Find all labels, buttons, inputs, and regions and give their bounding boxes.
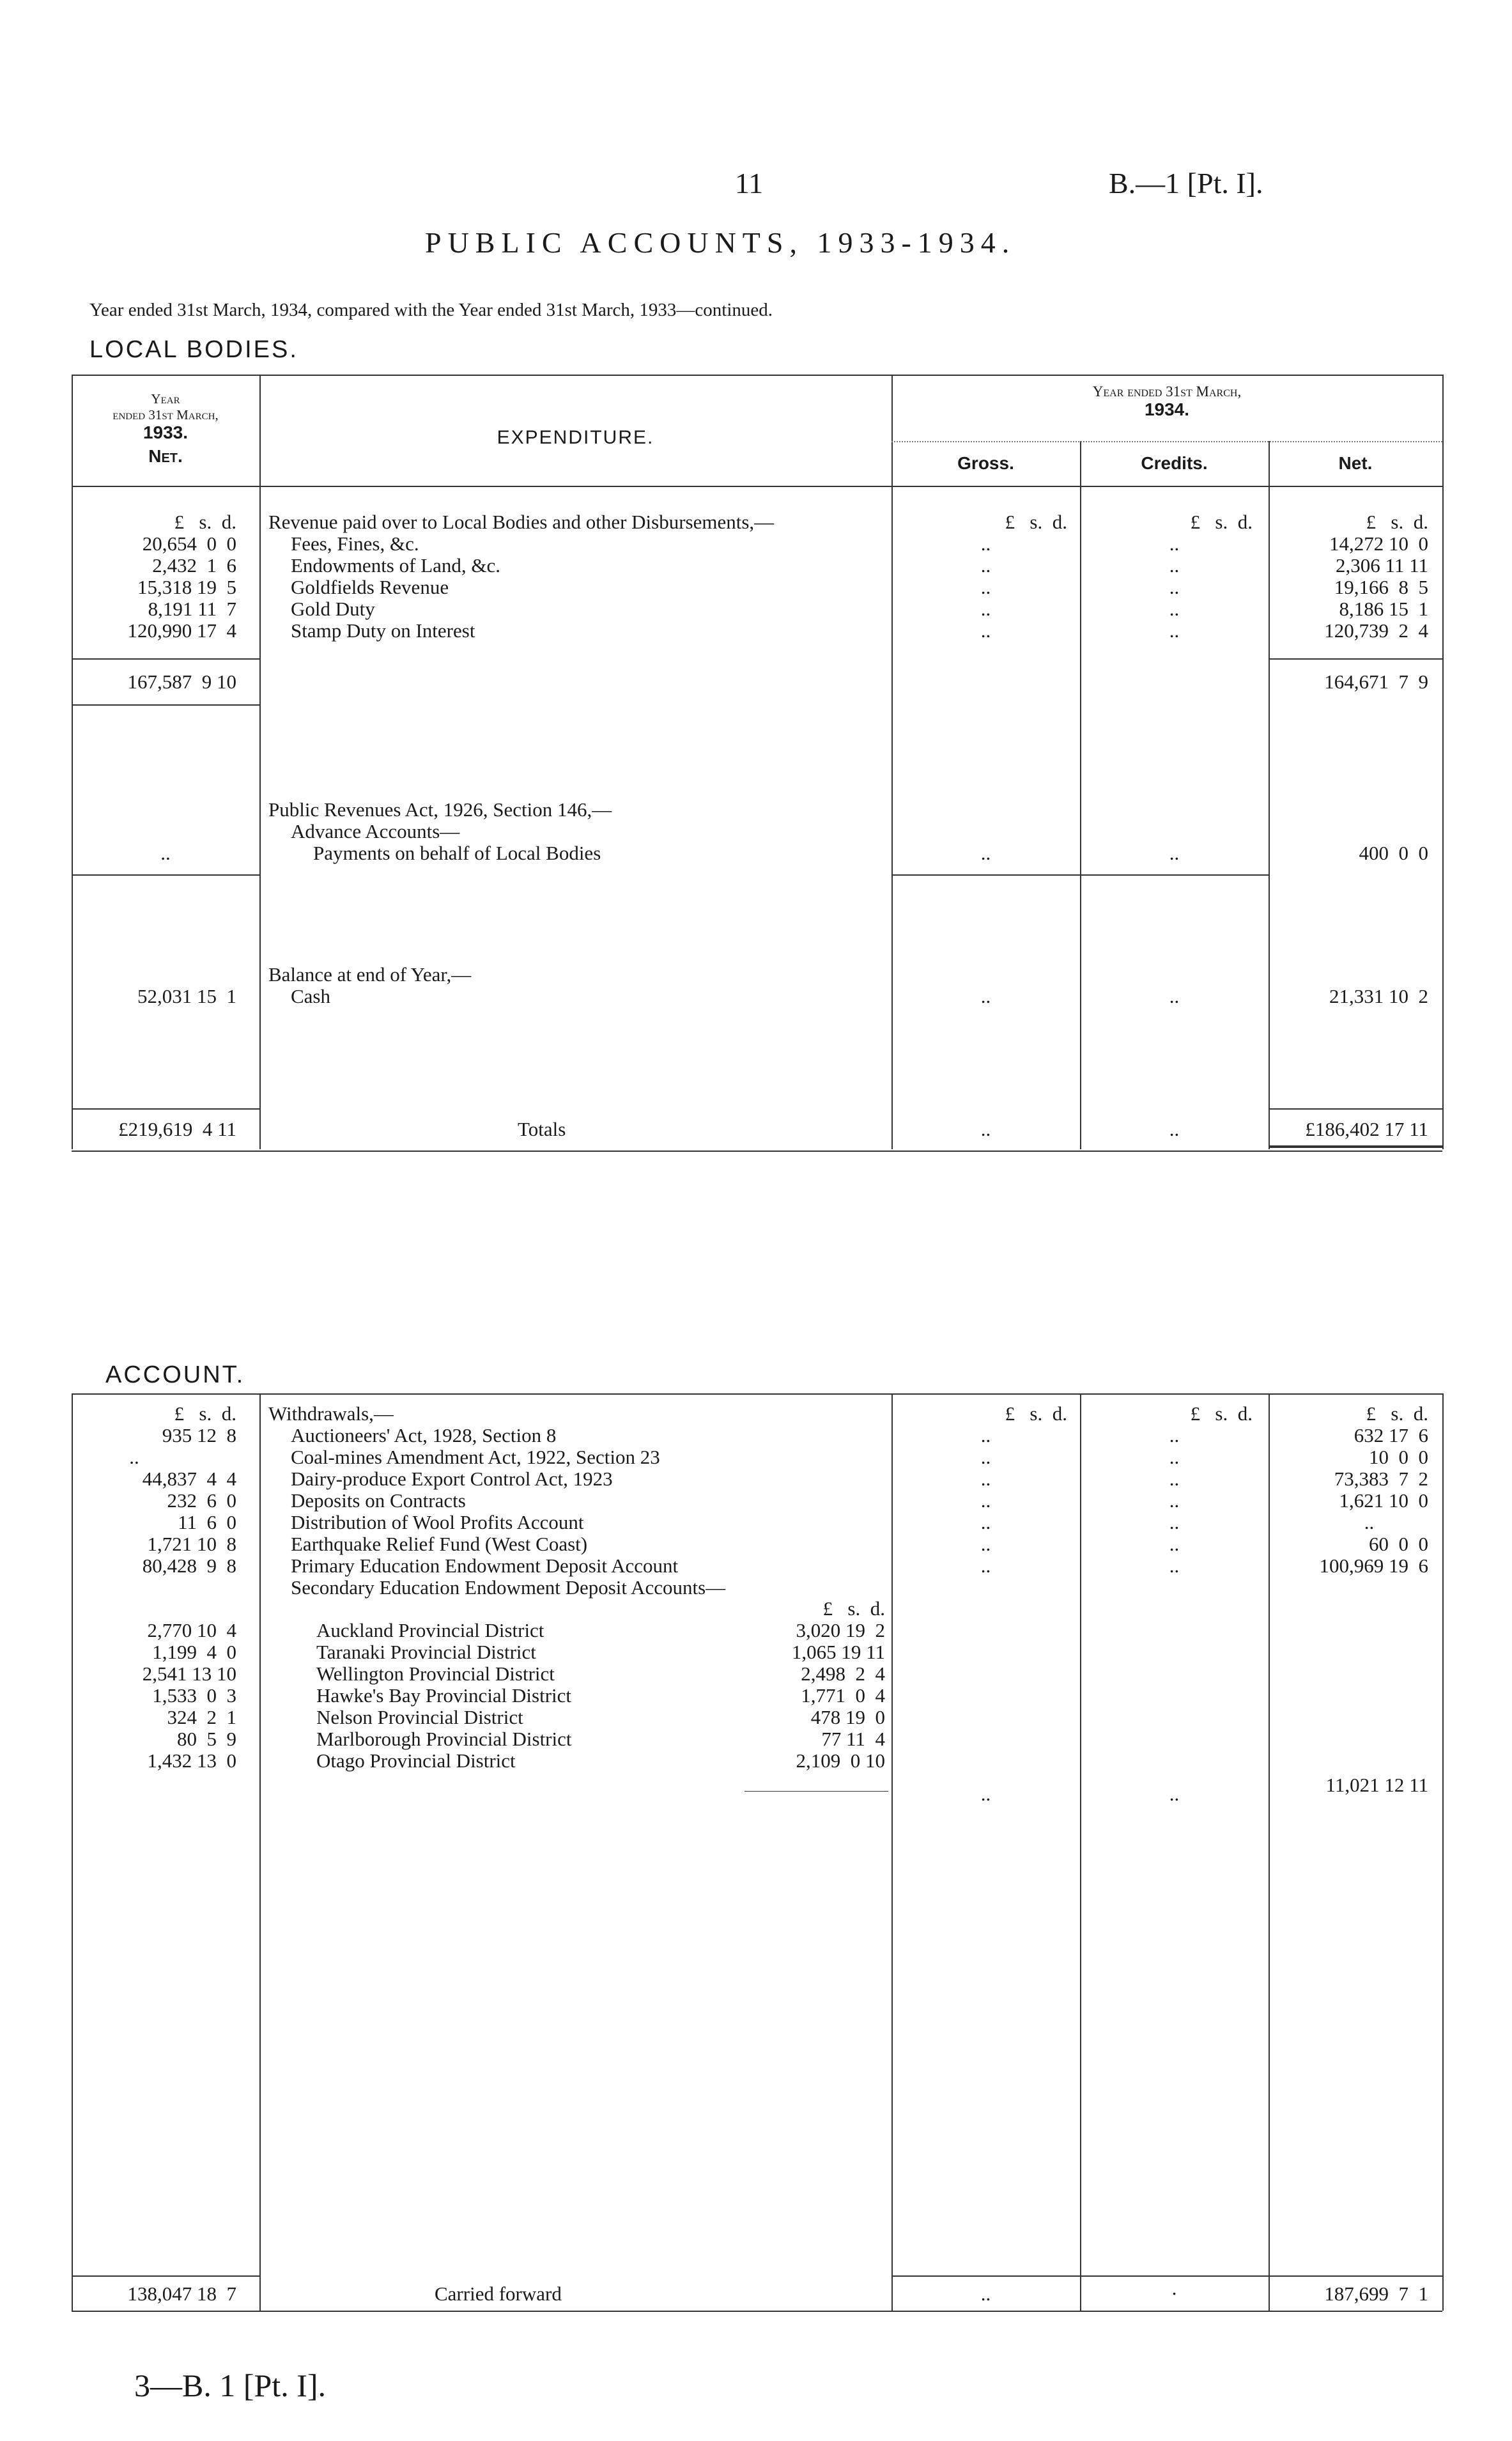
header-net: Net. — [1338, 453, 1373, 473]
advance-net: 400 0 0 — [1359, 842, 1428, 864]
list-item: Earthquake Relief Fund (West Coast) — [291, 1533, 588, 1555]
table-row-label: Endowments of Land, &c. — [291, 554, 501, 577]
advance-credits: .. — [1169, 842, 1180, 864]
secondary-prev-column: 2,770 10 4 1,199 4 0 2,541 13 10 1,533 0 3 324 2 1 80 5 9 1,432 13 0 — [142, 1619, 236, 1772]
list-item: Deposits on Contracts — [291, 1489, 466, 1512]
advance-gross: .. — [980, 842, 991, 864]
currency-net: £ s. d. — [1366, 511, 1428, 533]
balance-net: 21,331 10 2 — [1329, 985, 1428, 1007]
advance-prev: .. — [160, 842, 171, 864]
currency-credits: £ s. d. — [1190, 511, 1253, 533]
carried-prev: 138,047 18 7 — [127, 2282, 236, 2305]
carried-net: 187,699 7 1 — [1324, 2282, 1428, 2305]
balance-line-2: Cash — [291, 985, 330, 1007]
balance-credits: .. — [1169, 985, 1180, 1007]
balance-line-1: Balance at end of Year,— — [268, 963, 472, 986]
secondary-currency: £ s. d. — [822, 1597, 885, 1620]
list-item: Wellington Provincial District — [316, 1662, 555, 1685]
t2-currency-prev: £ s. d. — [174, 1402, 236, 1425]
header-gross: Gross. — [957, 453, 1014, 473]
t2-currency-gross: £ s. d. — [1005, 1402, 1067, 1425]
carried-credits: · — [1171, 2282, 1178, 2305]
advance-line-1: Public Revenues Act, 1926, Section 146,— — [268, 798, 612, 821]
list-item: Taranaki Provincial District — [316, 1641, 536, 1663]
secondary-amount-column: 3,020 19 2 1,065 19 11 2,498 2 4 1,771 0 4 478 19 0 77 11 4 2,109 0 10 — [791, 1619, 885, 1772]
revenue-credits-column: .. .. .. .. .. — [1169, 532, 1180, 642]
page-reference: B.—1 [Pt. I]. — [1109, 167, 1263, 199]
revenue-subtotal-net: 164,671 7 9 — [1324, 670, 1428, 693]
withdrawals-label-column — [291, 1425, 879, 1599]
list-item: Distribution of Wool Profits Account — [291, 1511, 584, 1533]
table-row-prev: 2,432 1 6 — [152, 554, 236, 577]
advance-line-2: Advance Accounts— — [291, 820, 460, 842]
secondary-heading: Secondary Education Endowment Deposit Accounts— — [291, 1576, 726, 1599]
header-year-1933-label: Year ended 31st March, 1933. Net. — [112, 391, 219, 466]
revenue-subtotal-prev: 167,587 9 10 — [127, 670, 236, 693]
totals-label: Totals — [518, 1118, 566, 1140]
list-item: Hawke's Bay Provincial District — [316, 1684, 572, 1707]
revenue-gross-column: .. .. .. .. .. — [980, 532, 991, 642]
balance-gross: .. — [980, 985, 991, 1007]
list-item: Auctioneers' Act, 1928, Section 8 — [291, 1424, 557, 1446]
withdrawals-net-column: 632 17 6 10 0 0 73,383 7 2 1,621 10 0 .. 60 0 0 100,969 19 6 — [1319, 1424, 1428, 1577]
list-item: Primary Education Endowment Deposit Account — [291, 1554, 679, 1577]
t2-currency-net: £ s. d. — [1366, 1402, 1428, 1425]
header-year-1934: Year ended 31st March, 1934. — [1092, 384, 1242, 419]
totals-prev: £219,619 4 11 — [118, 1118, 236, 1140]
balance-prev: 52,031 15 1 — [137, 985, 236, 1007]
list-item: Coal-mines Amendment Act, 1922, Section 23 — [291, 1446, 660, 1468]
secondary-label-column — [316, 1620, 725, 1772]
withdrawals-credits-column: .. .. .. .. .. .. .. — [1169, 1424, 1180, 1577]
secondary-credits: .. — [1169, 1783, 1180, 1805]
table-row-label: Goldfields Revenue — [291, 576, 449, 598]
currency-gross: £ s. d. — [1005, 511, 1067, 533]
carried-gross: .. — [980, 2282, 991, 2305]
list-item: Nelson Provincial District — [316, 1706, 523, 1728]
currency-prev: £ s. d. — [174, 511, 236, 533]
page-footer: 3—B. 1 [Pt. I]. — [134, 2367, 326, 2403]
revenue-prev-column — [77, 533, 236, 642]
table-row-prev: 20,654 0 0 — [142, 532, 236, 555]
page-title: PUBLIC ACCOUNTS, 1933-1934. — [425, 226, 1016, 259]
revenue-net-column: 14,272 10 0 2,306 11 11 19,166 8 5 8,186 15 1 120,739 2 4 — [1324, 532, 1428, 642]
secondary-gross: .. — [980, 1783, 991, 1805]
carried-label: Carried forward — [435, 2282, 562, 2305]
header-expenditure: EXPENDITURE. — [497, 427, 654, 448]
withdrawals-gross-column: .. .. .. .. .. .. .. — [980, 1424, 991, 1577]
list-item: Otago Provincial District — [316, 1749, 516, 1772]
section-heading-account: ACCOUNT. — [105, 1361, 245, 1388]
revenue-heading: Revenue paid over to Local Bodies and other Disbursements,— — [268, 511, 775, 533]
table-row-prev: 8,191 11 7 — [148, 598, 236, 620]
totals-credits: .. — [1169, 1118, 1180, 1140]
list-item: Dairy-produce Export Control Act, 1923 — [291, 1468, 613, 1490]
table-row-prev: 15,318 19 5 — [137, 576, 236, 598]
totals-net: £186,402 17 11 — [1305, 1118, 1428, 1140]
page-subtitle: Year ended 31st March, 1934, compared with the Year ended 31st March, 1933—continued. — [89, 300, 773, 320]
secondary-net: 11,021 12 11 — [1325, 1774, 1428, 1796]
advance-line-3: Payments on behalf of Local Bodies — [313, 842, 601, 864]
table-row-label: Gold Duty — [291, 598, 375, 620]
withdrawals-prev-column: 935 12 8 .. 44,837 4 4 232 6 0 11 6 0 1,721 10 8 80,428 9 8 — [129, 1424, 236, 1577]
table-row-prev: 120,990 17 4 — [127, 619, 236, 642]
revenue-leader-dots — [588, 533, 882, 642]
table-row-label: Stamp Duty on Interest — [291, 619, 475, 642]
withdrawals-heading: Withdrawals,— — [268, 1402, 394, 1425]
page-number: 11 — [735, 167, 764, 199]
section-heading-local-bodies: LOCAL BODIES. — [89, 336, 298, 363]
list-item: Marlborough Provincial District — [316, 1728, 572, 1750]
t2-currency-credits: £ s. d. — [1190, 1402, 1253, 1425]
list-item: Auckland Provincial District — [316, 1619, 544, 1641]
totals-gross: .. — [980, 1118, 991, 1140]
header-credits: Credits. — [1141, 453, 1208, 473]
table-row-label: Fees, Fines, &c. — [291, 532, 419, 555]
